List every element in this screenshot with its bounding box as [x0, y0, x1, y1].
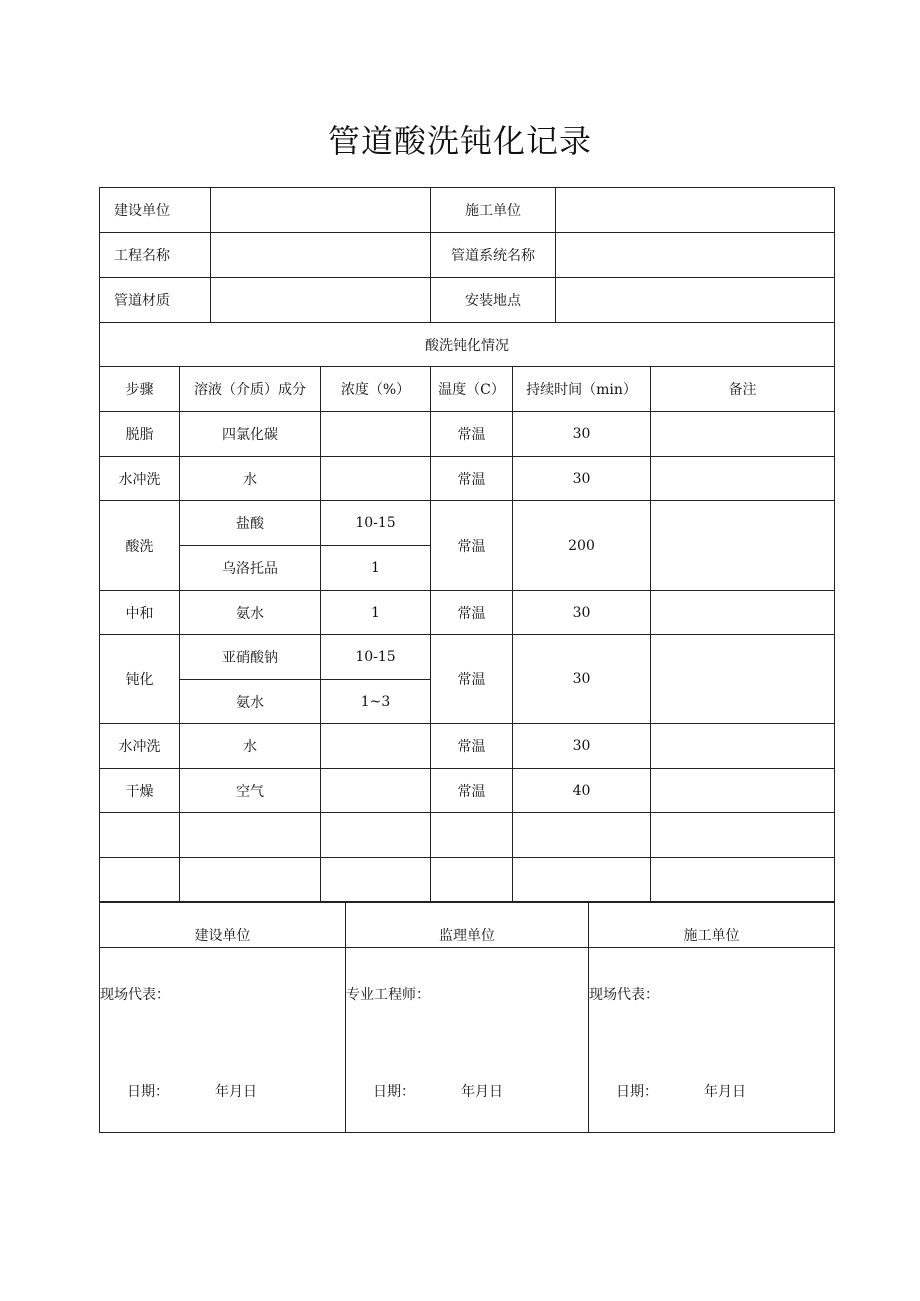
date-line: 日期： 年月日: [373, 1084, 503, 1100]
solution-cell: 空气: [180, 769, 321, 813]
install-location-label: 安装地点: [431, 278, 556, 323]
col-header-step: 步骤: [100, 367, 180, 412]
solution-cell: 氨水: [180, 591, 321, 635]
construction-unit-label: 施工单位: [431, 188, 556, 233]
duration-cell: 30: [513, 412, 651, 457]
empty-cell[interactable]: [180, 858, 321, 902]
pipe-system-value[interactable]: [556, 233, 835, 278]
build-unit-label: 建设单位: [100, 188, 211, 233]
concentration-cell[interactable]: [321, 724, 431, 769]
project-info-table: [99, 187, 835, 367]
temperature-cell: 常温: [431, 412, 513, 457]
step-cell: 钝化: [100, 635, 180, 724]
note-cell[interactable]: [651, 501, 835, 591]
header-row: [100, 367, 835, 412]
solution-cell: 水: [180, 724, 321, 769]
concentration-cell: 1~3: [321, 680, 431, 724]
section-title: 酸洗钝化情况: [100, 323, 835, 367]
col-header-duration: 持续时间（min）: [513, 367, 651, 412]
note-cell[interactable]: [651, 457, 835, 501]
duration-cell: 30: [513, 724, 651, 769]
temperature-cell: 常温: [431, 591, 513, 635]
empty-cell[interactable]: [321, 858, 431, 902]
table-row: [100, 769, 835, 813]
table-row: [100, 457, 835, 501]
pipe-system-label: 管道系统名称: [431, 233, 556, 278]
concentration-cell: 10-15: [321, 635, 431, 680]
site-representative-label: 现场代表：: [100, 987, 170, 1003]
step-cell: 干燥: [100, 769, 180, 813]
solution-cell: 氨水: [180, 680, 321, 724]
site-representative-label: 现场代表：: [589, 987, 659, 1003]
duration-cell: 40: [513, 769, 651, 813]
empty-cell[interactable]: [431, 858, 513, 902]
install-location-value[interactable]: [556, 278, 835, 323]
empty-cell[interactable]: [100, 813, 180, 858]
construction-unit-sign-header: 施工单位: [589, 903, 835, 948]
build-unit-value[interactable]: [211, 188, 431, 233]
construction-unit-signature-cell[interactable]: [589, 948, 835, 1133]
note-cell[interactable]: [651, 412, 835, 457]
build-unit-sign-header: 建设单位: [100, 903, 346, 948]
empty-cell[interactable]: [651, 858, 835, 902]
temperature-cell: 常温: [431, 457, 513, 501]
empty-cell[interactable]: [100, 858, 180, 902]
step-cell: 中和: [100, 591, 180, 635]
note-cell[interactable]: [651, 769, 835, 813]
step-cell: 水冲洗: [100, 457, 180, 501]
pipe-material-value[interactable]: [211, 278, 431, 323]
solution-cell: 乌洛托品: [180, 546, 321, 591]
construction-unit-value[interactable]: [556, 188, 835, 233]
temperature-cell: 常温: [431, 724, 513, 769]
table-row: [100, 591, 835, 635]
solution-cell: 亚硝酸钠: [180, 635, 321, 680]
col-header-solution: 溶液（介质）成分: [180, 367, 321, 412]
step-cell: 水冲洗: [100, 724, 180, 769]
duration-cell: 30: [513, 457, 651, 501]
duration-cell: 30: [513, 635, 651, 724]
step-cell: 酸洗: [100, 501, 180, 591]
note-cell[interactable]: [651, 724, 835, 769]
solution-cell: 水: [180, 457, 321, 501]
note-cell[interactable]: [651, 635, 835, 724]
concentration-cell: 10-15: [321, 501, 431, 546]
engineer-label: 专业工程师：: [346, 987, 430, 1003]
concentration-cell: 1: [321, 591, 431, 635]
project-name-value[interactable]: [211, 233, 431, 278]
col-header-concentration: 浓度（%）: [321, 367, 431, 412]
temperature-cell: 常温: [431, 635, 513, 724]
signature-table: [99, 902, 835, 1133]
solution-cell: 盐酸: [180, 501, 321, 546]
concentration-cell[interactable]: [321, 412, 431, 457]
empty-row: [100, 858, 835, 902]
step-cell: 脱脂: [100, 412, 180, 457]
col-header-temperature: 温度（C）: [431, 367, 513, 412]
note-cell[interactable]: [651, 591, 835, 635]
empty-cell[interactable]: [513, 858, 651, 902]
temperature-cell: 常温: [431, 769, 513, 813]
concentration-cell: 1: [321, 546, 431, 591]
empty-row: [100, 813, 835, 858]
table-row: [100, 501, 835, 546]
col-header-note: 备注: [651, 367, 835, 412]
empty-cell[interactable]: [431, 813, 513, 858]
empty-cell[interactable]: [321, 813, 431, 858]
table-row: [100, 412, 835, 457]
pipe-material-label: 管道材质: [100, 278, 211, 323]
concentration-cell[interactable]: [321, 457, 431, 501]
solution-cell: 四氯化碳: [180, 412, 321, 457]
build-unit-signature-cell[interactable]: [100, 948, 346, 1133]
supervision-unit-signature-cell[interactable]: [346, 948, 589, 1133]
empty-cell[interactable]: [513, 813, 651, 858]
supervision-unit-sign-header: 监理单位: [346, 903, 589, 948]
date-line: 日期： 年月日: [127, 1084, 257, 1100]
date-line: 日期： 年月日: [616, 1084, 746, 1100]
temperature-cell: 常温: [431, 501, 513, 591]
concentration-cell[interactable]: [321, 769, 431, 813]
table-row: [100, 635, 835, 680]
page-title: 管道酸洗钝化记录: [327, 122, 592, 160]
duration-cell: 30: [513, 591, 651, 635]
table-row: [100, 724, 835, 769]
empty-cell[interactable]: [180, 813, 321, 858]
project-name-label: 工程名称: [100, 233, 211, 278]
process-table: [99, 366, 835, 902]
empty-cell[interactable]: [651, 813, 835, 858]
duration-cell: 200: [513, 501, 651, 591]
